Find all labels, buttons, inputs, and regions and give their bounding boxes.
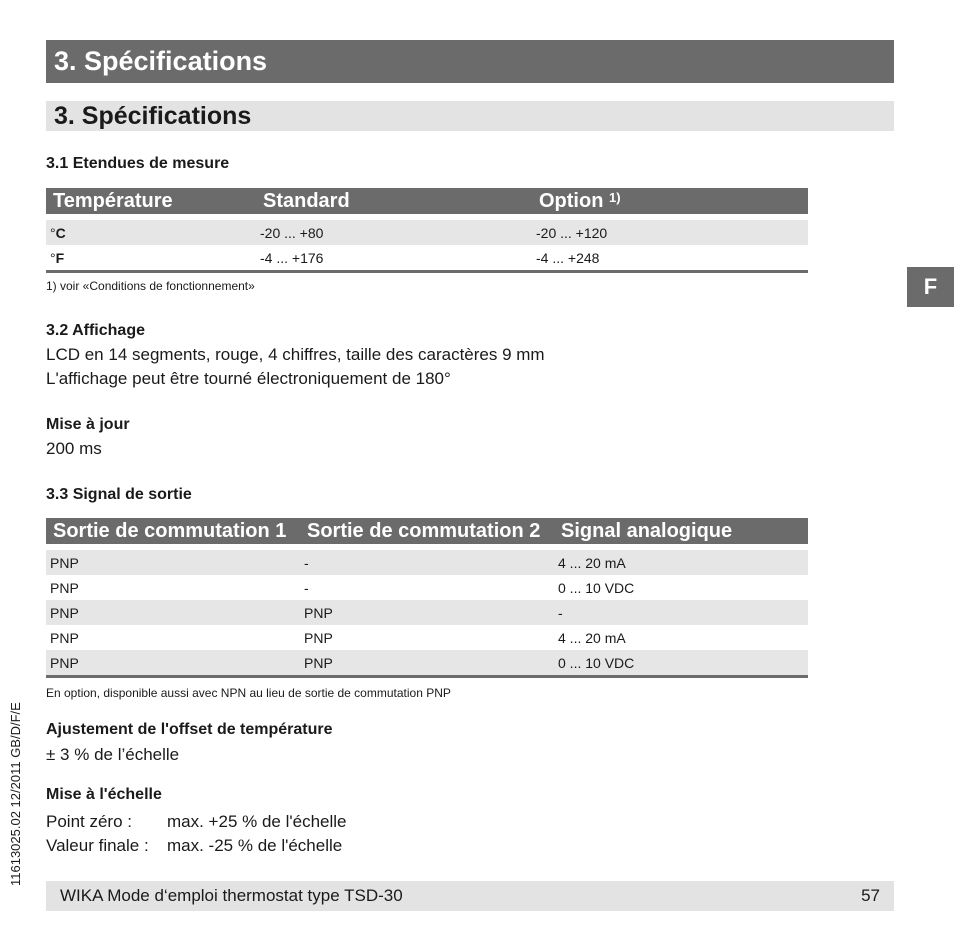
offset-heading: Ajustement de l'offset de température [46, 721, 333, 738]
heading-3-3: 3.3 Signal de sortie [46, 486, 192, 503]
cell: PNP [46, 600, 300, 625]
table-header-row [46, 188, 808, 214]
page-number: 57 [861, 886, 880, 905]
table-row [46, 550, 808, 575]
page-footer [46, 881, 894, 911]
option-cell: -4 ... +248 [532, 245, 808, 272]
footnote-marker: 1) [609, 189, 621, 205]
cell: PNP [46, 550, 300, 575]
cell: - [304, 579, 309, 596]
table-row [46, 245, 808, 272]
page-title: 3. Spécifications [46, 40, 894, 83]
col-header-temperature: Température [46, 188, 256, 214]
measurement-range-table [46, 188, 808, 273]
display-spec-line-2: L'affichage peut être tourné électroniquement de 180° [46, 369, 451, 388]
option-cell: -20 ... +120 [532, 220, 808, 245]
section-title: 3. Spécifications [46, 101, 894, 131]
update-heading: Mise à jour [46, 416, 130, 433]
cell: - [554, 600, 808, 625]
scaling-label-zero: Point zéro : [46, 812, 132, 831]
cell: PNP [300, 600, 554, 625]
scaling-heading: Mise à l'échelle [46, 786, 162, 803]
table-row [46, 625, 808, 650]
scaling-label-final: Valeur finale : [46, 836, 149, 855]
standard-cell: -4 ... +176 [256, 245, 532, 272]
standard-cell: -20 ... +80 [256, 220, 532, 245]
unit-cell: °C [46, 220, 256, 245]
language-tab: F [907, 267, 954, 307]
cell: 4 ... 20 mA [558, 629, 626, 646]
table-row [46, 220, 808, 245]
document-code: 11613025.02 12/2011 GB/D/F/E [8, 702, 23, 886]
col-header-option: Option $^{1)}$ [532, 188, 808, 214]
cell: PNP [46, 650, 300, 677]
col-header-switch-1: Sortie de commutation 1 [46, 518, 300, 544]
footer-text: WIKA Mode d‘emploi thermostat type TSD-30 [60, 886, 403, 905]
cell: PNP [50, 579, 79, 596]
cell: PNP [304, 629, 333, 646]
table-row [46, 600, 808, 625]
update-value: 200 ms [46, 439, 102, 458]
unit-cell: °F [46, 245, 256, 272]
scaling-value-zero: max. +25 % de l'échelle [167, 812, 347, 831]
output-note: En option, disponible aussi avec NPN au lieu de sortie de commutation PNP [46, 686, 451, 700]
col-header-standard: Standard [256, 188, 532, 214]
footnote: 1) voir «Conditions de fonctionnement» [46, 279, 255, 293]
cell: 4 ... 20 mA [554, 550, 808, 575]
output-signal-table [46, 518, 808, 678]
cell: 0 ... 10 VDC [558, 579, 635, 596]
scaling-value-final: max. -25 % de l'échelle [167, 836, 343, 855]
cell: 0 ... 10 VDC [554, 650, 808, 677]
offset-value: ± 3 % de l’échelle [46, 745, 180, 764]
heading-3-2: 3.2 Affichage [46, 322, 145, 339]
heading-3-1: 3.1 Etendues de mesure [46, 155, 230, 172]
display-spec-line-1: LCD en 14 segments, rouge, 4 chiffres, taille des caractères 9 mm [46, 345, 545, 364]
table-header-row [46, 518, 808, 544]
cell: - [300, 550, 554, 575]
col-header-analog: Signal analogique [554, 518, 808, 544]
table-row [46, 650, 808, 677]
cell: PNP [300, 650, 554, 677]
table-row [46, 575, 808, 600]
cell: PNP [50, 629, 79, 646]
col-header-switch-2: Sortie de commutation 2 [300, 518, 554, 544]
